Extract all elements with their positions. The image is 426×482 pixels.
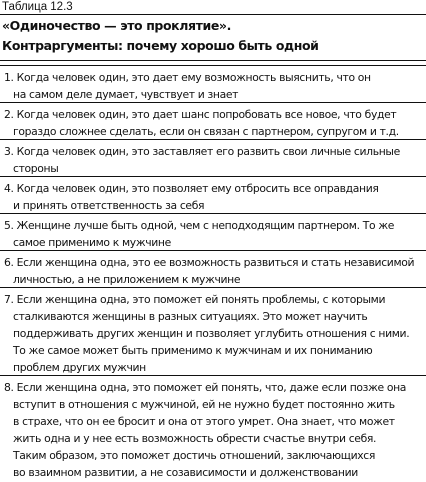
list-item bbox=[0, 102, 426, 139]
list-item bbox=[0, 250, 426, 287]
table-title-line: «Одиночество — это проклятие». bbox=[2, 18, 231, 33]
list-item bbox=[0, 176, 426, 213]
list-item-line: во взаимном развитии, а не созависимости и долженствовании bbox=[13, 466, 358, 479]
list-item-line: самое применимо к мужчине bbox=[13, 236, 171, 249]
list-item-line: на самом деле думает, чувствует и знает bbox=[13, 88, 239, 101]
list-item bbox=[0, 213, 426, 250]
list-item-line: 2. Когда человек один, это дает шанс попробовать все новое, что будет bbox=[4, 108, 397, 121]
list-item-line: вступит в отношения с мужчиной, ей не нужно будет постоянно жить bbox=[13, 398, 395, 411]
list-item-line: сталкиваются женщины в разных ситуациях. Это может научить bbox=[13, 310, 368, 323]
table-label: Таблица 12.3 bbox=[2, 1, 73, 13]
list-item bbox=[0, 375, 426, 482]
list-item-line: личностью, а не приложением к мужчине bbox=[13, 273, 241, 286]
list-item-line: проблем других мужчин bbox=[13, 361, 146, 374]
list-item-line: в страхе, что он ее бросит и она от этого умрет. Она знает, что может bbox=[13, 415, 395, 428]
list-item bbox=[0, 139, 426, 176]
list-item bbox=[0, 65, 426, 102]
list-item-line: жить одна и у нее есть возможность обрести счастье внутри себя. bbox=[13, 432, 377, 445]
list-item-line: 1. Когда человек один, это дает ему возможность выяснить, что он bbox=[4, 71, 371, 84]
table-title-line: Контраргументы: почему хорошо быть одной bbox=[2, 38, 319, 53]
list-item bbox=[0, 287, 426, 375]
title-bottom-rule bbox=[0, 60, 426, 61]
list-item-line: 5. Женщине лучше быть одной, чем с неподходящим партнером. То же bbox=[4, 219, 395, 232]
list-item-line: стороны bbox=[13, 162, 59, 175]
list-item-line: 8. Если женщина одна, это поможет ей понять, что, даже если позже она bbox=[4, 381, 407, 394]
list-item-line: 7. Если женщина одна, это поможет ей понять проблемы, с которыми bbox=[4, 293, 386, 306]
table-title bbox=[2, 16, 422, 56]
list-item-line: Таким образом, это поможет достичь отношений, заключающихся bbox=[13, 449, 376, 462]
title-top-rule bbox=[0, 14, 426, 15]
list-item-line: поддерживать других женщин и позволяет углубить отношения с ними. bbox=[13, 327, 410, 340]
list-item-line: и принять ответственность за себя bbox=[13, 199, 205, 212]
list-item-line: 4. Когда человек один, это позволяет ему отбросить все оправдания bbox=[4, 182, 379, 195]
list-item-line: 6. Если женщина одна, это ее возможность развиться и стать независимой bbox=[4, 256, 415, 269]
argument-list bbox=[0, 65, 426, 482]
list-item-line: То же самое может быть применимо к мужчинам и их пониманию bbox=[13, 344, 373, 357]
list-item-line: гораздо сложнее сделать, если он связан с партнером, супругом и т.д. bbox=[13, 125, 399, 138]
list-item-line: 3. Когда человек один, это заставляет его развить свои личные сильные bbox=[4, 145, 400, 158]
